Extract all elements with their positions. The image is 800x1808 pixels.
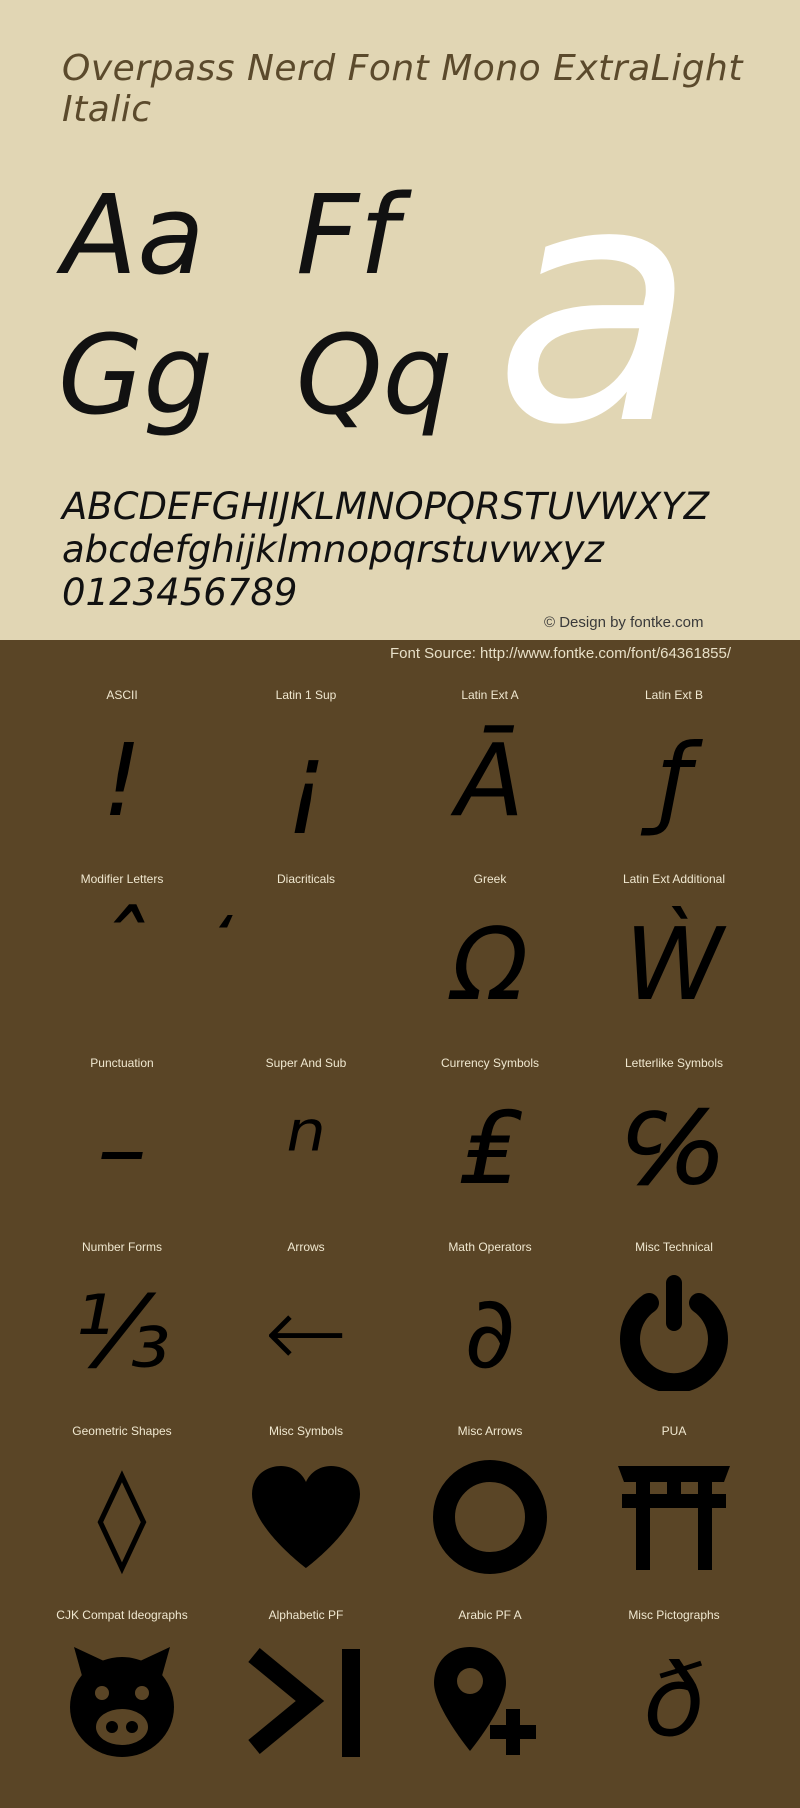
cell-glyph: ◊	[97, 1458, 147, 1575]
cell-label: Geometric Shapes	[72, 1424, 172, 1438]
cell-label: Punctuation	[90, 1056, 154, 1070]
glyph-cell	[582, 1416, 766, 1600]
cell-glyph: ℅	[625, 1090, 723, 1207]
cell-glyph: Ẁ	[624, 906, 724, 1023]
cell-glyph	[582, 1452, 766, 1582]
cell-glyph: ˆ	[97, 891, 147, 1008]
cell-label: Greek	[473, 872, 507, 886]
glyph-cell	[214, 1600, 398, 1784]
cell-label: CJK Compat Ideographs	[56, 1608, 188, 1622]
glyph-cell	[582, 1600, 766, 1784]
glyph-cell	[30, 1416, 214, 1600]
cell-label: Misc Technical	[635, 1240, 713, 1254]
terminal-prompt-icon	[248, 1643, 364, 1759]
glyph-cell	[214, 1048, 398, 1232]
uppercase-alphabet: ABCDEFGHIJKLMNOPQRSTUVWXYZ	[62, 485, 710, 528]
cell-label: PUA	[661, 1424, 687, 1438]
cell-glyph	[30, 1636, 214, 1766]
cell-label: ASCII	[106, 688, 138, 702]
glyph-cell	[30, 1600, 214, 1784]
ring-icon	[432, 1459, 548, 1575]
cell-label: Modifier Letters	[80, 872, 164, 886]
heart-icon	[248, 1462, 364, 1572]
glyph-cell	[582, 864, 766, 1048]
specimen-gg: Gg	[58, 311, 214, 439]
map-marker-plus-icon	[432, 1643, 548, 1759]
cell-label: Arabic PF A	[458, 1608, 522, 1622]
cell-glyph: ←	[264, 1274, 348, 1391]
cell-label: Super And Sub	[265, 1056, 347, 1070]
cell-glyph: ∂	[464, 1274, 516, 1391]
cell-glyph: !	[101, 722, 143, 839]
cell-label: Diacriticals	[276, 872, 335, 886]
cell-glyph: ƒ	[656, 722, 692, 839]
cell-glyph	[214, 1636, 398, 1766]
cell-label: Latin Ext A	[461, 688, 519, 702]
glyph-cell	[582, 1232, 766, 1416]
cell-label: Number Forms	[81, 1240, 162, 1254]
cell-glyph	[582, 1268, 766, 1398]
cell-glyph: –	[97, 1090, 147, 1207]
cell-glyph: ₤	[458, 1090, 522, 1207]
big-glyph: a	[494, 113, 697, 497]
glyph-cell	[30, 1048, 214, 1232]
cell-glyph: ð	[643, 1642, 705, 1759]
glyph-cell	[398, 864, 582, 1048]
cell-glyph: ⅓	[73, 1274, 171, 1391]
cell-label: Latin 1 Sup	[275, 688, 337, 702]
glyph-cell	[214, 680, 398, 864]
cell-glyph	[398, 1452, 582, 1582]
pig-icon	[64, 1641, 180, 1761]
glyph-cell	[398, 680, 582, 864]
font-title: Overpass Nerd Font Mono ExtraLight Italic	[62, 48, 743, 130]
cell-label: Latin Ext Additional	[622, 872, 726, 886]
glyph-cell	[214, 1416, 398, 1600]
lowercase-alphabet: abcdefghijklmnopqrstuvwxyz	[62, 528, 604, 571]
glyph-cell	[582, 1048, 766, 1232]
glyph-cell	[30, 864, 214, 1048]
cell-glyph: Ω	[451, 906, 529, 1023]
cell-label: Misc Symbols	[268, 1424, 343, 1438]
cell-label: Currency Symbols	[440, 1056, 540, 1070]
glyph-cell	[398, 1600, 582, 1784]
cell-glyph	[398, 1636, 582, 1766]
specimen-ff: Ff	[296, 171, 398, 299]
design-credit: © Design by fontke.com	[544, 614, 704, 631]
glyph-cell	[214, 1232, 398, 1416]
specimen-panel	[0, 0, 800, 640]
cell-glyph: ¡	[285, 722, 327, 839]
cell-label: Arrows	[287, 1240, 325, 1254]
cell-glyph	[214, 1452, 398, 1582]
glyph-cell	[398, 1232, 582, 1416]
glyph-cell	[30, 680, 214, 864]
cell-label: Misc Pictographs	[628, 1608, 720, 1622]
cell-label: Latin Ext B	[644, 688, 704, 702]
digits-line: 0123456789	[62, 571, 298, 614]
cell-label: Math Operators	[448, 1240, 532, 1254]
glyph-cell	[398, 1416, 582, 1600]
font-source-link[interactable]: Font Source: http://www.fontke.com/font/64361855/	[390, 645, 732, 662]
torii-gate-icon	[616, 1462, 732, 1572]
specimen-aa: Aa	[62, 171, 205, 299]
glyph-cell	[214, 864, 398, 1048]
cell-label: Misc Arrows	[457, 1424, 523, 1438]
cell-label: Letterlike Symbols	[624, 1056, 724, 1070]
cell-glyph: Ā	[455, 722, 525, 839]
cell-glyph	[214, 900, 398, 1030]
glyph-cell	[398, 1048, 582, 1232]
cell-glyph: ⁿ	[286, 1090, 326, 1207]
power-icon	[616, 1275, 732, 1391]
specimen-qq: Qq	[296, 311, 453, 439]
cell-label: Alphabetic PF	[268, 1608, 344, 1622]
glyph-cell	[30, 1232, 214, 1416]
glyph-cell	[582, 680, 766, 864]
